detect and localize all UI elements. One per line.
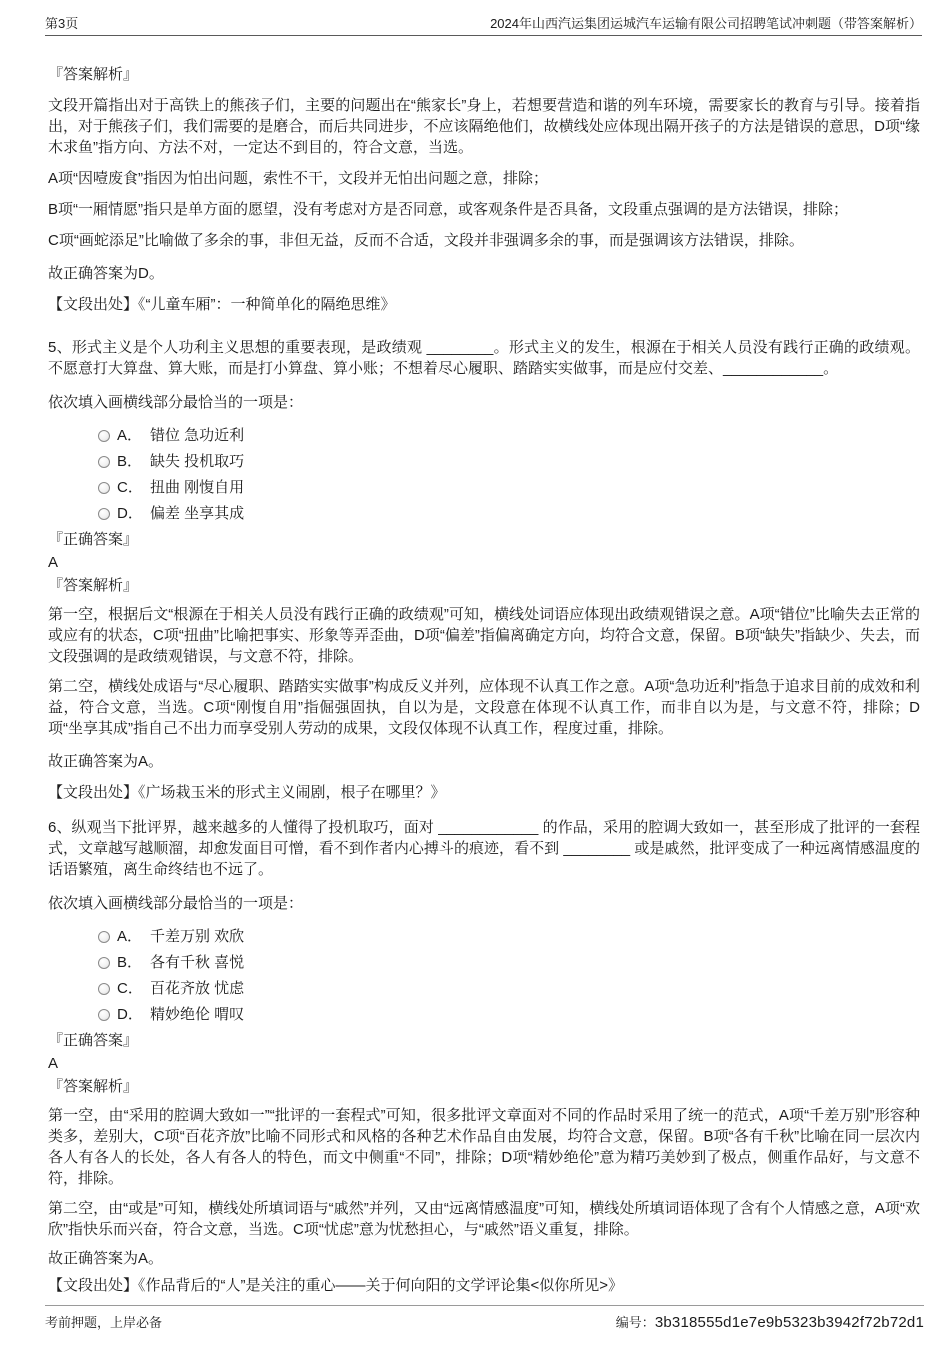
option-text: 偏差 坐享其成 — [150, 505, 245, 522]
option-text: 精妙绝伦 喟叹 — [150, 1006, 245, 1023]
option-text: 错位 急功近利 — [150, 427, 245, 444]
option-key: C． — [117, 980, 143, 997]
option-key: A． — [117, 928, 143, 945]
conclusion-line: 故正确答案为A。 — [48, 1250, 164, 1267]
option-text: 千差万别 欢欣 — [150, 928, 245, 945]
options-list — [48, 425, 920, 524]
option-b[interactable] — [48, 952, 920, 973]
analysis-paragraph: 第一空，根据后文“根源在于相关人员没有践行正确的政绩观”可知，横线处词语应体现出政绩观错误之意。A项“错位”比喻失去正常的或应有的状态，C项“扭曲”比喻把事实、形象等弄歪曲，D项“偏差”指偏离确定方向，均符合文意，保留。B项“缺失”指缺少、失去，而文段强调的是政绩观错误，与文意不符，排除。 — [48, 606, 920, 665]
page-footer — [45, 1305, 924, 1331]
option-c[interactable] — [48, 978, 920, 999]
correct-answer-label: 『正确答案』 — [48, 1032, 139, 1049]
source-line: 【文段出处】《“儿童车厢”：一种简单化的隔绝思维》 — [48, 296, 396, 313]
option-a[interactable] — [48, 425, 920, 446]
radio-button-icon[interactable] — [98, 430, 110, 442]
question-6 — [48, 817, 920, 1296]
radio-button-icon[interactable] — [98, 983, 110, 995]
page-number: 第3页 — [45, 16, 79, 31]
correct-answer-value: A — [48, 554, 59, 571]
radio-button-icon[interactable] — [98, 482, 110, 494]
analysis-paragraph: B项“一厢情愿”指只是单方面的愿望，没有考虑对方是否同意，或客观条件是否具备，文段重点强调的是方法错误，排除； — [48, 201, 849, 218]
analysis-paragraph: 第二空，横线处成语与“尽心履职、踏踏实实做事”构成反义并列，应体现不认真工作之意。A项“急功近利”指急于追求目前的成效和利益，符合文意，当选。C项“刚愎自用”指倔强固执，自以为是，文段意在体现不认真工作，而非自以为是，与文意不符，排除；D项“坐享其成”指自己不出力而享受别人劳动的成果，文段仅体现不认真工作，程度过重，排除。 — [48, 678, 920, 737]
analysis-label: 『答案解析』 — [48, 577, 139, 594]
option-d[interactable] — [48, 503, 920, 524]
option-text: 各有千秋 喜悦 — [150, 954, 245, 971]
radio-button-icon[interactable] — [98, 1009, 110, 1021]
page-header — [45, 0, 922, 36]
analysis-label: 『答案解析』 — [48, 1078, 139, 1095]
analysis-paragraph: 第二空，由“或是”可知，横线处所填词语与“戚然”并列，又由“远离情感温度”可知，横线处所填词语体现了含有个人情感之意，A项“欢欣”指快乐而兴奋，符合文意，当选。C项“忧虑”意为忧愁担心，与“戚然”语义重复，排除。 — [48, 1200, 920, 1238]
radio-button-icon[interactable] — [98, 957, 110, 969]
option-text: 扭曲 刚愎自用 — [150, 479, 245, 496]
prev-question-analysis-block — [48, 64, 920, 315]
analysis-label: 『答案解析』 — [48, 66, 139, 83]
footer-slogan: 考前押题，上岸必备 — [45, 1315, 163, 1330]
option-a[interactable] — [48, 926, 920, 947]
source-line: 【文段出处】《广场栽玉米的形式主义闹剧，根子在哪里？》 — [48, 784, 446, 801]
options-list — [48, 926, 920, 1025]
analysis-paragraph: C项“画蛇添足”比喻做了多余的事，非但无益，反而不合适，文段并非强调多余的事，而是强调该方法错误，排除。 — [48, 232, 804, 249]
option-key: C． — [117, 479, 143, 496]
document-title: 2024年山西汽运集团运城汽车运输有限公司招聘笔试冲刺题（带答案解析） — [490, 16, 922, 31]
option-key: D． — [117, 1006, 143, 1023]
radio-button-icon[interactable] — [98, 508, 110, 520]
option-key: A． — [117, 427, 143, 444]
option-b[interactable] — [48, 451, 920, 472]
source-line: 【文段出处】《作品背后的“人”是关注的重心——关于何向阳的文学评论集<似你所见>》 — [48, 1277, 624, 1294]
option-text: 百花齐放 忧虑 — [150, 980, 245, 997]
page-content — [0, 36, 950, 1296]
analysis-paragraph: 第一空，由“采用的腔调大致如一”“批评的一套程式”可知，很多批评文章面对不同的作品时采用了统一的范式，A项“千差万别”形容种类多，差别大，C项“百花齐放”比喻不同形式和风格的各种艺术作品自由发展，均符合文意，保留。B项“各有千秋”比喻在同一层次内各人有各人的长处，各人有各人的特色，而文中侧重“不同”，排除；D项“精妙绝伦”意为精巧美妙到了极点，侧重作品好，与文意不符，排除。 — [48, 1107, 920, 1187]
options-prompt: 依次填入画横线部分最恰当的一项是： — [48, 394, 304, 411]
footer-code — [616, 1312, 924, 1331]
option-key: B． — [117, 954, 143, 971]
analysis-paragraph: 文段开篇指出对于高铁上的熊孩子们，主要的问题出在“熊家长”身上，若想要营造和谐的列车环境，需要家长的教育与引导。接着指出，对于熊孩子们，我们需要的是磨合，而后共同进步，不应该隔绝他们，故横线处应体现出隔开孩子的方法是错误的意思，D项“缘木求鱼”指方向、方法不对，一定达不到目的，符合文意，当选。 — [48, 97, 920, 156]
option-text: 缺失 投机取巧 — [150, 453, 245, 470]
question-stem: 6、纵观当下批评界，越来越多的人懂得了投机取巧，面对 ____________ 的作品，采用的腔调大致如一，甚至形成了批评的一套程式，文章越写越顺溜，却愈发面目可憎，看不到作者内心搏斗的痕迹，看不到 ________ 或是戚然，批评变成了一种远离情感温度的话语繁殖，离生命终结也不远了。 — [48, 819, 920, 878]
radio-button-icon[interactable] — [98, 456, 110, 468]
correct-answer-label: 『正确答案』 — [48, 531, 139, 548]
footer-code-value: 3b318555d1e7e9b5323b3942f72b72d1 — [654, 1314, 924, 1331]
analysis-paragraph: A项“因噎废食”指因为怕出问题，索性不干，文段并无怕出问题之意，排除； — [48, 170, 548, 187]
conclusion-line: 故正确答案为A。 — [48, 753, 164, 770]
radio-button-icon[interactable] — [98, 931, 110, 943]
option-key: B． — [117, 453, 143, 470]
conclusion-line: 故正确答案为D。 — [48, 265, 164, 282]
footer-code-label: 编号： — [615, 1315, 655, 1330]
question-5 — [48, 337, 920, 803]
question-stem: 5、形式主义是个人功利主义思想的重要表现，是政绩观 ________。形式主义的发生，根源在于相关人员没有践行正确的政绩观。不愿意打大算盘、算大账，而是打小算盘、算小账；不想着尽心履职、踏踏实实做事，而是应付交差、____________。 — [48, 339, 920, 377]
option-key: D． — [117, 505, 143, 522]
correct-answer-value: A — [48, 1055, 59, 1072]
options-prompt: 依次填入画横线部分最恰当的一项是： — [48, 895, 304, 912]
option-d[interactable] — [48, 1004, 920, 1025]
option-c[interactable] — [48, 477, 920, 498]
